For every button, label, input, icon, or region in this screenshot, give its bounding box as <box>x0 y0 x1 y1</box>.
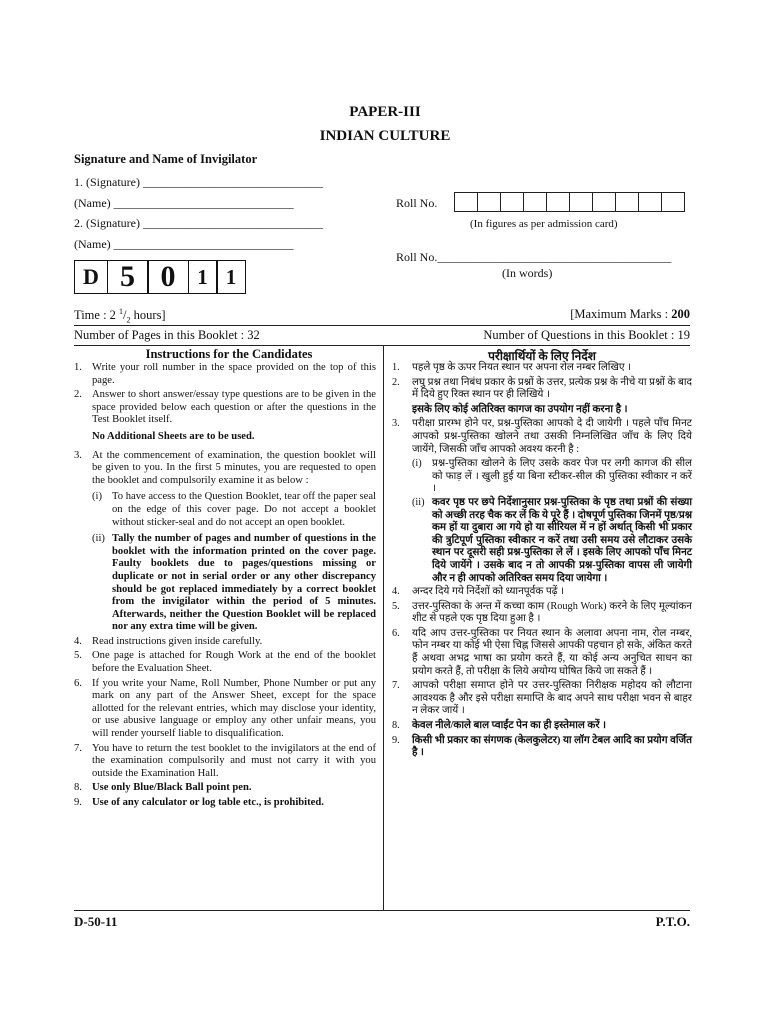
list-item: 5. One page is attached for Rough Work at the end of the booklet before the Evaluation Sheet. <box>74 650 376 675</box>
list-item: 4. Read instructions given inside carefully. <box>74 635 263 647</box>
booklet-code-box <box>74 260 245 294</box>
list-item: 8. केवल नीले/काले बाल प्वाईंट पेन का ही इस्तेमाल करें । <box>392 720 607 732</box>
roll-no-label: Roll No. <box>396 196 438 210</box>
column-divider <box>383 346 384 910</box>
list-item: No Additional Sheets are to be used. <box>92 430 255 442</box>
divider <box>74 345 690 346</box>
list-item: 1. Write your roll number in the space provided on the top of this page. <box>74 362 376 386</box>
divider <box>74 325 690 326</box>
time-allowed: Time : 2 $^1/_2$ hours] <box>74 307 166 325</box>
roll-digit-box[interactable] <box>569 192 593 212</box>
pages-count: Number of Pages in this Booklet : 32 <box>74 328 260 342</box>
list-item: 9. किसी भी प्रकार का संगणक (केलकुलेटर) या लॉग टेबल आदि का प्रयोग वर्जित है । <box>392 734 692 759</box>
name-line-1: (Name) ______________________________ <box>74 196 294 210</box>
code-digit: 1 <box>188 260 218 294</box>
maximum-marks: [Maximum Marks : 200 <box>570 307 690 321</box>
code-series: D <box>74 260 108 294</box>
list-item: 3. परीक्षा प्रारम्भ होने पर, प्रश्न-पुस्तिका आपको दे दी जायेगी । पहले पाँच मिनट आपको प्रश्न-पुस्तिका खोलने तथा उसकी निम्नलिखित जाँच के लिए दिये जायेंगे, जिसकी जाँच आपको अवश्य करनी है : <box>392 418 692 455</box>
list-item: 2. Answer to short answer/essay type questions are to be given in the space provided below each question or after the questions in the Test Booklet itself. <box>74 389 376 426</box>
list-item: 7. You have to return the test booklet to the invigilators at the end of the examination compulsorily and must not carry it with you outside the Examination Hall. <box>74 742 376 779</box>
roll-digit-box[interactable] <box>661 192 685 212</box>
paper-title: PAPER-III <box>349 104 421 120</box>
pto-label: P.T.O. <box>655 914 690 929</box>
list-item: (ii) Tally the number of pages and number of questions in the booklet with the information printed on the cover page. Faulty booklets due to pages/questions missing or duplicate or not in serial order or any other discrepancy should be got replaced immediately by a correct booklet from the invigilator within the period of 5 minutes. Afterwards, neither the Question Booklet will be replaced nor any extra time will be given. <box>92 533 376 633</box>
roll-digit-box[interactable] <box>638 192 662 212</box>
name-line-2: (Name) ______________________________ <box>74 237 294 251</box>
list-item: 6. यदि आप उत्तर-पुस्तिका पर नियत स्थान के अलावा अपना नाम, रोल नम्बर, फोन नम्बर या कोई भी ऐसा चिह्न जिससे आपकी पहचान हो सके, अंकित करते हैं अथवा अभद्र भाषा का प्रयोग करते हैं, या कोई अन्य अनुचित साधन का प्रयोग करते हैं, तो परीक्षा के लिये अयोग्य घोषित किये जा सकते हैं । <box>392 627 692 677</box>
instructions-heading-en: Instructions for the Candidates <box>145 347 313 361</box>
divider <box>74 910 690 911</box>
roll-digit-box[interactable] <box>477 192 501 212</box>
list-item: 6. If you write your Name, Roll Number, Phone Number or put any mark on any part of the Answer Sheet, except for the space allotted for the relevant entries, which may disclose your identity, or use abusive language or employ any other unfair means, you will render yourself liable to disqualification. <box>74 677 376 740</box>
list-item: 8. Use only Blue/Black Ball point pen. <box>74 782 252 794</box>
roll-digit-box[interactable] <box>523 192 547 212</box>
list-item: 4. अन्दर दिये गये निर्देशों को ध्यानपूर्वक पढ़ें । <box>392 586 564 598</box>
roll-number-boxes[interactable] <box>454 192 684 212</box>
instructions-hi <box>392 362 692 762</box>
roll-words-line[interactable]: Roll No._______________________________________ <box>396 250 672 264</box>
code-digit: 5 <box>107 260 149 294</box>
list-item: 2. लघु प्रश्न तथा निबंध प्रकार के प्रश्नों के उत्तर, प्रत्येक प्रश्न के नीचे या प्रश्नों के बाद में दिये हुए रिक्त स्थान पर ही लिखिये । <box>392 376 692 401</box>
list-item: 1. पहले पृष्ठ के ऊपर नियत स्थान पर अपना रोल नम्बर लिखिए । <box>392 362 632 373</box>
signature-line-1: 1. (Signature) ______________________________ <box>74 175 323 189</box>
roll-words-note: (In words) <box>502 266 553 280</box>
list-item: (i) To have access to the Question Booklet, tear off the paper seal on the edge of this cover page. Do not accept a booklet without sticker-seal and do not accept an open booklet. <box>92 491 376 528</box>
roll-figures-note: (In figures as per admission card) <box>470 218 618 230</box>
questions-count: Number of Questions in this Booklet : 19 <box>483 328 690 342</box>
roll-digit-box[interactable] <box>615 192 639 212</box>
roll-digit-box[interactable] <box>500 192 524 212</box>
subject-title: INDIAN CULTURE <box>319 128 451 144</box>
roll-digit-box[interactable] <box>592 192 616 212</box>
list-item: (i) प्रश्न-पुस्तिका खोलने के लिए उसके कवर पेज पर लगी कागज की सील को फाड़ लें । खुली हुई या बिना स्टीकर-सील की पुस्तिका स्वीकार न करें । <box>412 458 692 495</box>
code-digit: 0 <box>147 260 189 294</box>
roll-digit-box[interactable] <box>546 192 570 212</box>
list-item: 7. आपको परीक्षा समाप्त होने पर उत्तर-पुस्तिका निरीक्षक महोदय को लौटाना आवश्यक है और इसे परीक्षा समाप्ति के बाद अपने साथ परीक्षा भवन से बाहर न लेकर जायें । <box>392 680 692 717</box>
list-item: (ii) कवर पृष्ठ पर छपे निर्देशानुसार प्रश्न-पुस्तिका के पृष्ठ तथा प्रश्नों की संख्या को अच्छी तरह चैक कर लें कि ये पूरे हैं । दोषपूर्ण पुस्तिका जिनमें पृष्ठ/प्रश्न कम हों या दुबारा आ गये हो या सीरियल में न हों अर्थात् किसी भी प्रकार की त्रुटिपूर्ण पुस्तिका स्वीकार न करें तथा उसी समय उसे लौटाकर उसके स्थान पर दूसरी सही प्रश्न-पुस्तिका ले लें । इसके लिए आपको पाँच मिनट दिये जायेंगे । उसके बाद न तो आपकी प्रश्न-पुस्तिका वापस ली जायेगी और न ही आपको अतिरिक्त समय दिया जायेगा । <box>412 496 692 584</box>
list-item: 5. उत्तर-पुस्तिका के अन्त में कच्चा काम (Rough Work) करने के लिए मूल्यांकन शीट से पहले एक पृष्ठ दिया हुआ है । <box>392 600 692 625</box>
list-item: 3. At the commencement of examination, the question booklet will be given to you. In the first 5 minutes, you are requested to open the booklet and compulsorily examine it as below : <box>74 449 376 486</box>
roll-digit-box[interactable] <box>454 192 478 212</box>
booklet-code-footer: D-50-11 <box>74 914 118 929</box>
instructions-en <box>74 362 376 812</box>
signature-line-2: 2. (Signature) ______________________________ <box>74 216 323 230</box>
list-item: 9. Use of any calculator or log table etc., is prohibited. <box>74 797 324 808</box>
list-item: इसके लिए कोई अतिरिक्त कागज का उपयोग नहीं करना है । <box>412 403 628 415</box>
invigilator-heading: Signature and Name of Invigilator <box>74 152 258 166</box>
instructions-heading-hi: परीक्षार्थियों के लिए निर्देश <box>488 349 596 363</box>
code-digit: 1 <box>216 260 246 294</box>
